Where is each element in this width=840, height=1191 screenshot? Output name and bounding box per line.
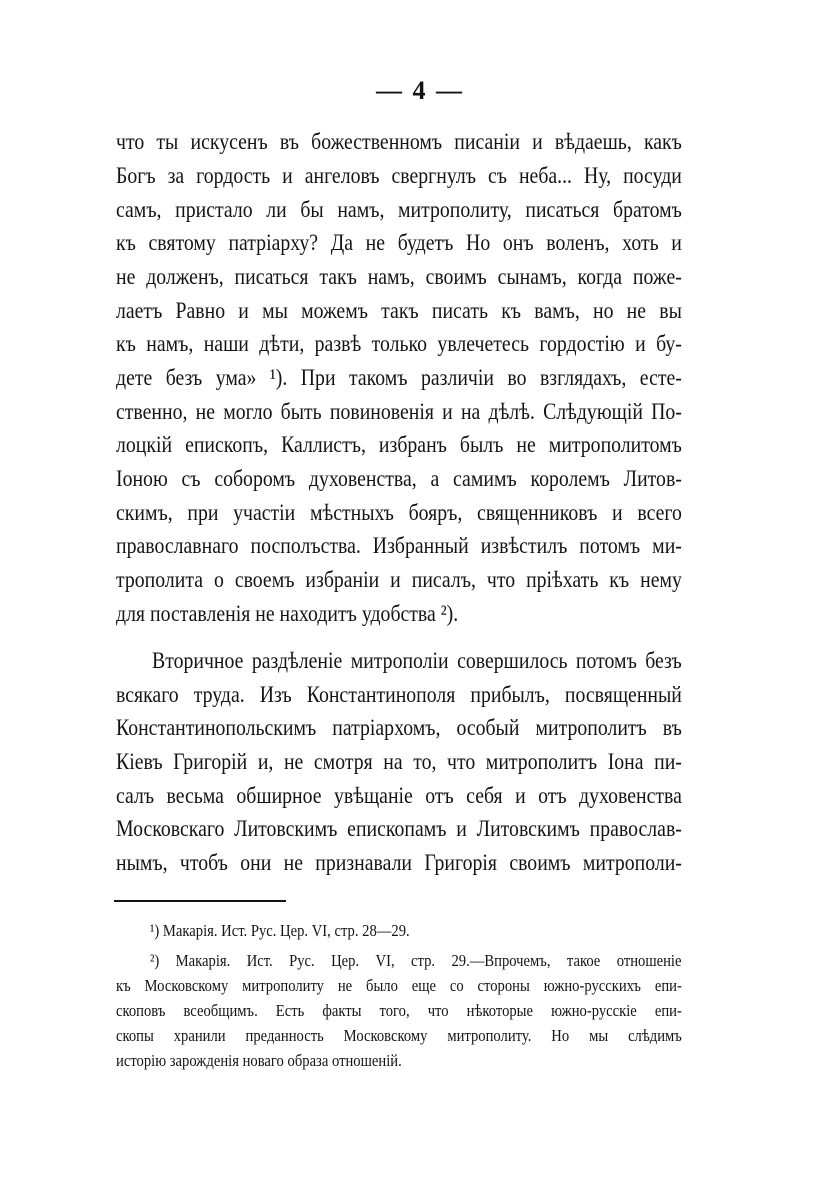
footnote-line: ¹) Макарія. Ист. Рус. Цер. VI, стр. 28—29. [150, 921, 410, 940]
page-number: — 4 — [376, 76, 464, 105]
body-line: Московскаго Литовскимъ епископамъ и Литовскимъ православ- [116, 816, 682, 841]
body-line: салъ весьма обширное увѣщаніе отъ себя и отъ духовенства [116, 783, 682, 808]
footnote-line: исторію зарожденія новаго образа отношеній. [116, 1051, 402, 1070]
body-line: Вторичное раздѣленіе митрополіи совершилось потомъ безъ [152, 648, 682, 673]
footnote-line: скоповъ всеобщимъ. Есть факты того, что нѣкоторые южно-русскіе епи- [116, 1001, 682, 1020]
footnote-line: скопы хранили преданность Московскому митрополиту. Но мы слѣдимъ [116, 1026, 682, 1045]
body-line: трополита о своемъ избраніи и писалъ, что пріѣхать къ нему [116, 567, 682, 592]
body-line: къ намъ, наши дѣти, развѣ только увлечетесь гордостію и бу- [116, 331, 682, 356]
body-line: Кіевъ Григорій и, не смотря на то, что митрополитъ Іона пи- [116, 749, 682, 774]
footnote-line: къ Московскому митрополиту не было еще со стороны южно-русскихъ епи- [116, 976, 682, 995]
body-line: дете безъ ума» ¹). При такомъ различіи во взглядахъ, есте- [116, 365, 682, 390]
body-line: для поставленія не находитъ удобства ²). [116, 601, 459, 626]
body-line: къ святому патріарху? Да не будетъ Но онъ воленъ, хоть и [116, 230, 682, 255]
footnote-rule [114, 900, 286, 902]
body-line: всякаго труда. Изъ Константинополя прибылъ, посвященный [116, 682, 682, 707]
body-line: православнаго посполъства. Избранный извѣстилъ потомъ ми- [116, 533, 682, 558]
body-line: самъ, пристало ли бы намъ, митрополиту, писаться братомъ [116, 197, 682, 222]
body-line: не долженъ, писаться такъ намъ, своимъ сынамъ, когда пожe- [116, 264, 682, 289]
body-line: ственно, не могло быть повиновенія и на дѣлѣ. Слѣдующій По- [116, 399, 682, 424]
body-line: что ты искусенъ въ божественномъ писаніи и вѣдаешь, какъ [116, 129, 682, 154]
body-line: нымъ, чтобъ они не признавали Григорія своимъ митрополи- [116, 850, 682, 875]
body-line: лоцкій епископъ, Каллистъ, избранъ былъ не митрополитомъ [116, 432, 682, 457]
body-line: скимъ, при участіи мѣстныхъ бояръ, священниковъ и всего [116, 500, 682, 525]
body-line: лаетъ Равно и мы можемъ такъ писать къ вамъ, но не вы [116, 298, 682, 323]
body-line: Константинопольскимъ патріархомъ, особый митрополитъ въ [116, 715, 682, 740]
body-line: Іоною съ соборомъ духовенства, а самимъ королемъ Литов- [116, 466, 682, 491]
footnote-line: ²) Макарія. Ист. Рус. Цер. VI, стр. 29.—Впрочемъ, такое отношеніе [150, 951, 682, 970]
body-line: Богъ за гордость и ангеловъ свергнулъ съ неба... Ну, посуди [116, 163, 682, 188]
